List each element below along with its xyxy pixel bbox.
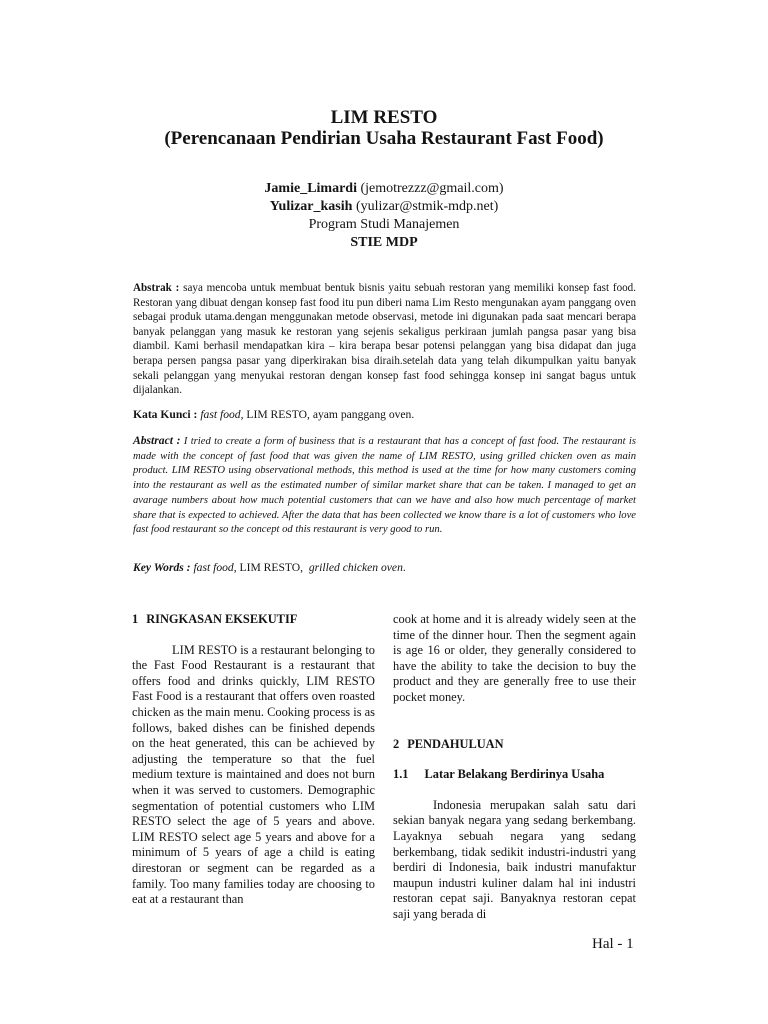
keywords-id-label: Kata Kunci :: [133, 408, 198, 421]
subsection-number: 1.1: [393, 767, 409, 782]
keywords-english: [133, 561, 636, 576]
abstract-english: [133, 434, 636, 538]
author-2-email: (yulizar@stmik-mdp.net): [355, 199, 499, 214]
section-1-continuation: cook at home and it is already widely seen at the time of the dinner hour. Then the segment again is age 16 or older, they generally considered to have the ability to take the decision to buy the product and they are generally free to use their pocket money.: [393, 612, 636, 704]
author-block: [0, 180, 768, 252]
section-1-paragraph: LIM RESTO is a restaurant belonging to the Fast Food Restaurant is a restaurant that offers food and drinks quickly, LIM RESTO Fast Food is a restaurant that offers oven roasted chicken as the main menu. Cooking process is as follows, baked dishes can be finished depends on the heat generated, this can be achieved by adjusting the temperature so that the fuel medium texture is maintained and does not burn when it was served to customers. Demographic segmentation of potential customers who LIM RESTO select the age of 5 years and above. LIM RESTO select age 5 years and above for a minimum of 5 years of age a child is eating direstoran or segment can be regarded as a family. Too many families today are choosing to eat at a restaurant than: [132, 642, 375, 907]
abstract-id-text: saya mencoba untuk membuat bentuk bisnis yaitu sebuah restoran yang memiliki konsep fast food. Restoran yang dibuat dengan konsep fast food itu pun diberi nama Lim Resto mengunakan ayam panggang oven sebagai produk utama.dengan menggunakan metode observasi, metode ini digunakan pada saat mencari berapa banyak pelanggan yang masuk ke restoran yang sejenis sekaligus perkiraan jumlah pangsa pasar yang bisa diambil. Kami berhasil mendapatkan kira – kira berapa besar potensi pelanggan yang bisa didapat dan juga berapa persen pangsa pasar yang diperkirakan bisa diraih.setelah data yang telah dikumpulkan yaitu banyak sekali pelanggan yang menyukai restoran dengan konsep fast food sehingga konsep ini sangat bagus untuk dijalankan.: [133, 282, 636, 397]
keywords-id-italic: fast food: [200, 408, 241, 421]
abstract-id-label: Abstrak :: [133, 282, 180, 294]
subsection-1-1-heading: [393, 767, 636, 783]
author-2: [0, 198, 768, 216]
left-column: [132, 612, 375, 908]
keywords-indonesian: [133, 408, 636, 423]
keywords-en-italic-2: grilled chicken oven: [308, 561, 403, 574]
author-1-name: Jamie_Limardi: [264, 181, 357, 196]
author-1: [0, 180, 768, 198]
section-2-title: PENDAHULUAN: [407, 736, 504, 751]
paper-title: LIM RESTO: [330, 107, 438, 128]
keywords-id-rest: , LIM RESTO, ayam panggang oven.: [240, 408, 415, 421]
right-column: [393, 612, 636, 923]
section-2-number: 2: [393, 736, 400, 751]
author-1-email: (jemotrezzz@gmail.com): [360, 181, 504, 196]
institution-name: STIE MDP: [350, 235, 418, 250]
section-1-title: RINGKASAN EKSEKUTIF: [146, 612, 298, 626]
section-1-number: 1: [132, 612, 139, 626]
page-number: Hal - 1: [592, 936, 634, 952]
section-2-paragraph: Indonesia merupakan salah satu dari sekian banyak negara yang sedang berkembang. Layaknya sebuah negara yang sedang berkembang, tidak sedikit industri-industri yang berdiri di Indonesia, baik industri manufaktur maupun industri kuliner dalam hal ini industri restoran cepat saji. Banyaknya restoran cepat saji yang berada di: [393, 797, 636, 921]
abstract-indonesian: [133, 281, 636, 398]
section-2-heading: [393, 737, 636, 753]
paper-subtitle: (Perencanaan Pendirian Usaha Restaurant Fast Food): [164, 128, 604, 149]
abstract-en-text: I tried to create a form of business that is a restaurant that has a concept of fast food. The restaurant is made with the concept of fast food that was given the name of LIM RESTO, using grilled chicken oven as main product. LIM RESTO using observational methods, this method is used at the time for how many customers coming into the restaurant as well as the estimated number of similar market share that can be taken. I managed to get an avarage numbers about how much potential customers that can we have and also how much percentage of market share that is expected to achieved. After the data that has been collected we know thare is a lot of customers who love fast food restaurant so the concept od this restaurant is very good to run.: [133, 436, 636, 536]
subsection-title: Latar Belakang Berdirinya Usaha: [424, 767, 605, 782]
program-name: Program Studi Manajemen: [308, 217, 460, 232]
keywords-en-label: Key Words :: [133, 561, 191, 574]
keywords-en-middle: , LIM RESTO,: [233, 561, 304, 574]
keywords-en-end: .: [402, 561, 406, 574]
author-2-name: Yulizar_kasih: [269, 199, 353, 214]
keywords-en-italic-1: fast food: [193, 561, 234, 574]
abstract-en-label: Abstract :: [133, 434, 181, 447]
section-1-heading: [132, 612, 375, 628]
